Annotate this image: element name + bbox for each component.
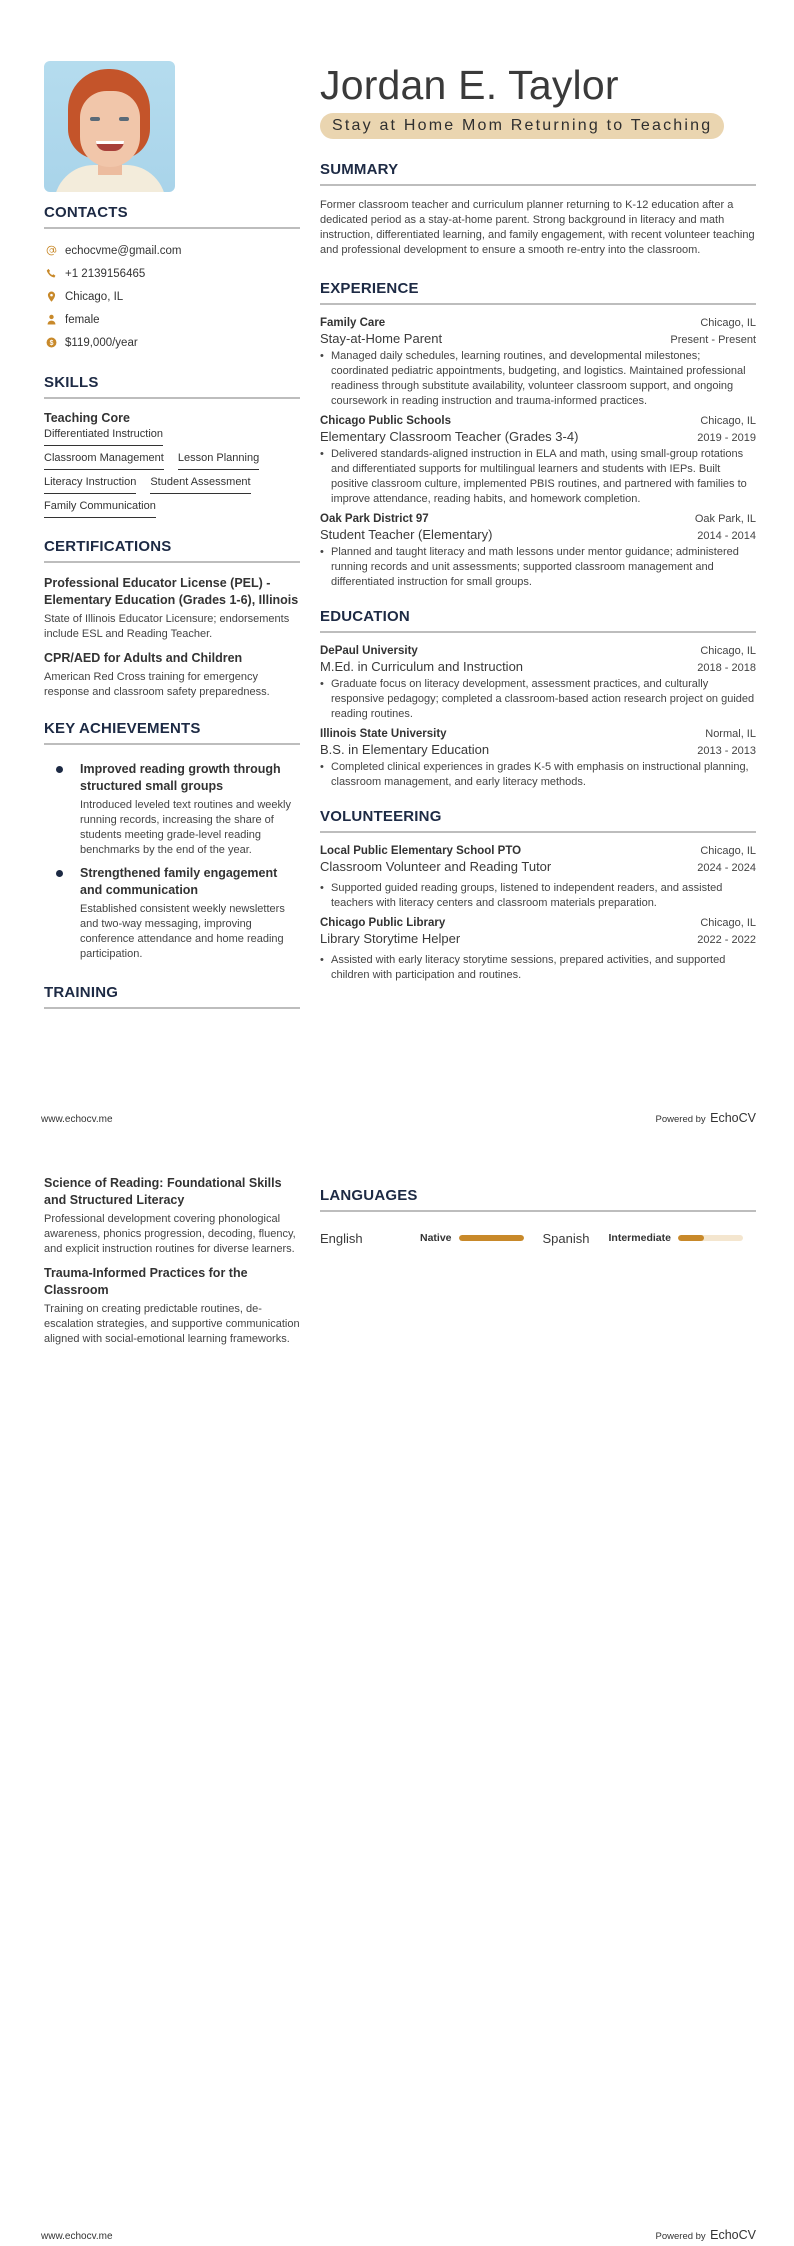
certification-description: American Red Cross training for emergency response and classroom safety preparedness. bbox=[44, 671, 270, 698]
certification-item bbox=[44, 575, 300, 642]
contact-phone[interactable] bbox=[44, 262, 300, 285]
powered-by-label: Powered by bbox=[655, 1114, 706, 1125]
contact-location-value: Chicago, IL bbox=[65, 290, 124, 303]
section-title-education: EDUCATION bbox=[320, 608, 756, 633]
section-title-contacts: CONTACTS bbox=[44, 204, 300, 229]
phone-icon bbox=[44, 267, 58, 281]
skill-tags bbox=[44, 428, 300, 524]
contact-location bbox=[44, 285, 300, 308]
entry-role: Elementary Classroom Teacher (Grades 3-4) bbox=[320, 429, 579, 444]
entry-dates: 2018 - 2018 bbox=[697, 662, 756, 674]
entry-organization: Oak Park District 97 bbox=[320, 513, 429, 525]
section-title-summary: SUMMARY bbox=[320, 161, 756, 186]
experience-entry bbox=[320, 415, 756, 507]
language-item bbox=[320, 1231, 524, 1246]
section-title-certifications: CERTIFICATIONS bbox=[44, 538, 300, 563]
skill-tag: Lesson Planning bbox=[178, 452, 259, 470]
contact-email[interactable] bbox=[44, 239, 300, 262]
experience-entry bbox=[320, 317, 756, 409]
certifications-section bbox=[44, 538, 300, 700]
entry-location: Chicago, IL bbox=[700, 645, 756, 657]
candidate-name: Jordan E. Taylor bbox=[320, 62, 619, 108]
training-section bbox=[44, 984, 300, 1009]
languages-section bbox=[320, 1187, 756, 1248]
contact-phone-value: +1 2139156465 bbox=[65, 267, 146, 280]
contact-gender-value: female bbox=[65, 313, 100, 326]
training-name: Trauma-Informed Practices for the Classroom bbox=[44, 1266, 248, 1297]
certification-name: CPR/AED for Adults and Children bbox=[44, 651, 243, 665]
language-level: Intermediate bbox=[608, 1232, 671, 1244]
entry-bullet: • Graduate focus on literacy development, assessment practices, and culturally responsive pedagogy; completed a classroom-based action research project on guided reading routines. bbox=[320, 677, 756, 722]
entry-organization: Illinois State University bbox=[320, 728, 447, 740]
language-proficiency-fill bbox=[459, 1235, 524, 1241]
page-footer bbox=[41, 2226, 756, 2244]
at-icon bbox=[44, 244, 58, 258]
experience-section bbox=[320, 280, 756, 590]
achievements-section bbox=[44, 720, 300, 962]
contact-gender bbox=[44, 308, 300, 331]
location-pin-icon bbox=[44, 290, 58, 304]
achievement-description: Established consistent weekly newsletters and two-way messaging, improving conference attendance and home reading participation. bbox=[80, 903, 285, 960]
entry-bullet: • Planned and taught literacy and math lessons under mentor guidance; administered running records and unit assessments; supported classroom management and differentiated instruction for small groups. bbox=[320, 545, 756, 590]
contact-email-value: echocvme@gmail.com bbox=[65, 244, 182, 257]
section-title-skills: SKILLS bbox=[44, 374, 300, 399]
contact-salary-value: $119,000/year bbox=[65, 336, 138, 349]
entry-location: Chicago, IL bbox=[700, 917, 756, 929]
volunteering-entry bbox=[320, 845, 756, 911]
entry-dates: 2014 - 2014 bbox=[697, 530, 756, 542]
entry-role: Stay-at-Home Parent bbox=[320, 331, 443, 346]
summary-text: Former classroom teacher and curriculum planner returning to K-12 education after a dedicated period as a stay-at-home parent. Strong background in literacy and math instruction, differentiated learning, and family engagement, with recent volunteer teaching and professional development to ensure a smooth re-entry into the classroom. bbox=[320, 199, 755, 256]
entry-organization: DePaul University bbox=[320, 645, 418, 657]
skill-tag: Student Assessment bbox=[150, 476, 250, 494]
volunteering-section bbox=[320, 808, 756, 983]
summary-section bbox=[320, 161, 756, 258]
section-title-volunteering: VOLUNTEERING bbox=[320, 808, 756, 833]
volunteering-entry bbox=[320, 917, 756, 983]
certification-item bbox=[44, 650, 300, 700]
right-column bbox=[320, 61, 756, 989]
section-title-languages: LANGUAGES bbox=[320, 1187, 756, 1212]
resume-page-2 bbox=[0, 1123, 794, 2246]
left-column-continued bbox=[44, 1175, 300, 1355]
achievement-item bbox=[44, 761, 300, 858]
entry-location: Chicago, IL bbox=[700, 415, 756, 427]
entry-organization: Local Public Elementary School PTO bbox=[320, 845, 522, 857]
entry-organization: Chicago Public Library bbox=[320, 917, 446, 929]
achievement-item bbox=[44, 865, 300, 962]
skill-tag: Family Communication bbox=[44, 500, 156, 518]
certification-name: Professional Educator License (PEL) - Elementary Education (Grades 1-6), Illinois bbox=[44, 576, 299, 607]
entry-organization: Family Care bbox=[320, 317, 386, 329]
skill-group-title: Teaching Core bbox=[44, 411, 130, 425]
entry-role: B.S. in Elementary Education bbox=[320, 742, 490, 757]
entry-location: Chicago, IL bbox=[700, 845, 756, 857]
entry-role: Classroom Volunteer and Reading Tutor bbox=[320, 859, 552, 874]
language-level: Native bbox=[420, 1232, 452, 1244]
left-column bbox=[44, 61, 300, 1021]
achievement-title: Improved reading growth through structured small groups bbox=[80, 762, 281, 793]
entry-dates: 2013 - 2013 bbox=[697, 745, 756, 757]
footer-powered-by bbox=[656, 2226, 756, 2244]
svg-text:$: $ bbox=[49, 339, 53, 347]
section-title-training: TRAINING bbox=[44, 984, 300, 1009]
entry-dates: 2024 - 2024 bbox=[697, 862, 756, 874]
footer-url-link[interactable]: www.echocv.me bbox=[41, 2231, 113, 2242]
entry-bullet: • Completed clinical experiences in grades K-5 with emphasis on instructional planning, classroom management, and early literacy methods. bbox=[320, 760, 756, 790]
right-column-continued bbox=[320, 1187, 756, 1248]
entry-location: Normal, IL bbox=[705, 728, 756, 740]
entry-location: Oak Park, IL bbox=[694, 513, 756, 525]
footer-url-link[interactable]: www.echocv.me bbox=[41, 1114, 113, 1125]
entry-dates: 2019 - 2019 bbox=[697, 432, 756, 444]
contact-salary bbox=[44, 331, 300, 354]
brand-name: EchoCV bbox=[710, 2228, 756, 2242]
education-entry bbox=[320, 645, 756, 722]
education-entry bbox=[320, 728, 756, 790]
education-section bbox=[320, 608, 756, 790]
skill-tag: Literacy Instruction bbox=[44, 476, 136, 494]
entry-location: Chicago, IL bbox=[700, 317, 756, 329]
training-description: Professional development covering phonological awareness, phonics progression, decoding, fluency, and explicit instruction routines for diverse learners. bbox=[44, 1213, 296, 1255]
language-proficiency-fill bbox=[678, 1235, 704, 1241]
training-item bbox=[44, 1265, 300, 1347]
certification-description: State of Illinois Educator Licensure; endorsements include ESL and Reading Teacher. bbox=[44, 613, 290, 640]
entry-dates: 2022 - 2022 bbox=[697, 934, 756, 946]
language-proficiency-bar bbox=[678, 1235, 743, 1241]
language-name: English bbox=[320, 1230, 363, 1246]
achievement-description: Introduced leveled text routines and weekly running records, increasing the share of students meeting grade-level reading benchmarks by the end of the year. bbox=[80, 799, 291, 856]
entry-role: Student Teacher (Elementary) bbox=[320, 527, 493, 542]
section-title-experience: EXPERIENCE bbox=[320, 280, 756, 305]
profile-photo bbox=[44, 61, 175, 192]
entry-dates: Present - Present bbox=[670, 334, 756, 346]
bullet-dot-icon bbox=[56, 766, 63, 773]
dollar-icon bbox=[44, 336, 58, 350]
training-item bbox=[44, 1175, 300, 1257]
headline-badge: Stay at Home Mom Returning to Teaching bbox=[320, 113, 724, 139]
skills-section bbox=[44, 374, 300, 524]
person-icon bbox=[44, 313, 58, 327]
section-title-achievements: KEY ACHIEVEMENTS bbox=[44, 720, 300, 745]
entry-bullet: • Supported guided reading groups, listened to independent readers, and assisted teachers with literacy centers and classroom materials preparation. bbox=[320, 881, 756, 911]
achievement-title: Strengthened family engagement and communication bbox=[80, 866, 278, 897]
training-name: Science of Reading: Foundational Skills and Structured Literacy bbox=[44, 1176, 282, 1207]
language-name: Spanish bbox=[542, 1230, 590, 1246]
entry-bullet: • Managed daily schedules, learning routines, and developmental milestones; coordinated pediatric appointments, budgeting, and logistics. Maintained professional readiness through substitute availability, volunteer classroom support, and ongoing coursework in reading instruction and trauma-informed practices. bbox=[320, 349, 756, 409]
language-proficiency-bar bbox=[459, 1235, 524, 1241]
brand-name: EchoCV bbox=[710, 1111, 756, 1125]
experience-entry bbox=[320, 513, 756, 590]
entry-organization: Chicago Public Schools bbox=[320, 415, 451, 427]
entry-bullet: • Assisted with early literacy storytime sessions, prepared activities, and supported children with participation and routines. bbox=[320, 953, 756, 983]
entry-role: Library Storytime Helper bbox=[320, 931, 461, 946]
languages-list bbox=[320, 1228, 756, 1248]
entry-bullet: • Delivered standards-aligned instruction in ELA and math, using small-group rotations and differentiated supports for multilingual learners and students with IEPs. Built positive classroom culture, implemented PBIS routines, and partnered with families to improve attendance, reading habits, and homework completion. bbox=[320, 447, 756, 507]
skill-tag: Differentiated Instruction bbox=[44, 428, 163, 446]
contacts-section bbox=[44, 204, 300, 354]
skill-tag: Classroom Management bbox=[44, 452, 164, 470]
bullet-dot-icon bbox=[56, 870, 63, 877]
powered-by-label: Powered by bbox=[655, 2231, 706, 2242]
entry-role: M.Ed. in Curriculum and Instruction bbox=[320, 659, 524, 674]
training-description: Training on creating predictable routines, de-escalation strategies, and supportive communication aligned with social-emotional learning frameworks. bbox=[44, 1303, 300, 1345]
language-item bbox=[543, 1231, 743, 1246]
